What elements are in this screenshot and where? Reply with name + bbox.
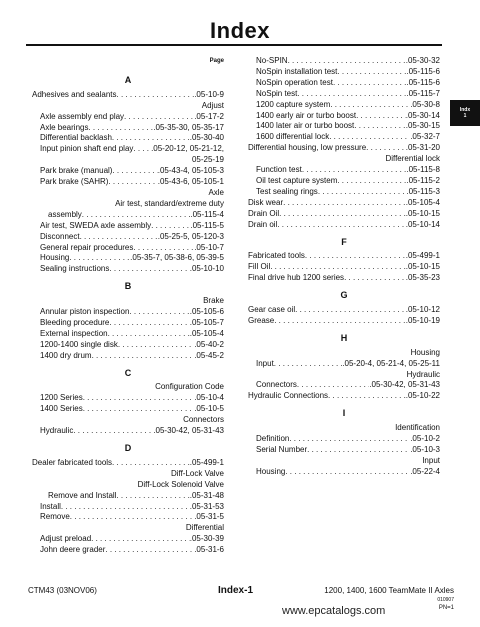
watermark-link[interactable]: www.epcatalogs.com — [282, 605, 386, 617]
index-entry[interactable] — [32, 404, 224, 415]
dot-leader — [354, 121, 405, 132]
index-entry[interactable] — [248, 165, 440, 176]
index-entry[interactable] — [248, 100, 440, 111]
entry-text: Install — [40, 501, 61, 511]
entry-page-ref: .05-31-20 — [405, 143, 440, 153]
entry-page-ref: .05-105-4 — [405, 197, 440, 207]
entry-text: Remove — [40, 512, 70, 522]
entry-page-ref: .05-115-8 — [406, 165, 440, 175]
dot-leader — [112, 458, 190, 469]
dot-leader — [83, 404, 195, 415]
entry-text: Sealing instructions — [40, 264, 110, 274]
entry-text: Drain Oil — [248, 208, 280, 218]
entry-text: Oil test capture system — [256, 175, 338, 185]
entry-text: Disk wear — [248, 197, 284, 207]
index-entry[interactable] — [248, 370, 440, 381]
dot-leader — [366, 143, 406, 154]
dot-leader — [118, 340, 194, 351]
dot-leader — [69, 253, 130, 264]
entry-text: Hydraulic — [40, 426, 74, 436]
dot-leader — [133, 144, 151, 155]
dot-leader — [295, 305, 406, 316]
index-entry[interactable] — [32, 512, 224, 523]
dot-leader — [112, 133, 190, 144]
entry-text: Housing — [410, 347, 440, 357]
section-letter: C — [124, 367, 132, 378]
entry-page-ref: .05-25-5, 05-120-3 — [157, 231, 224, 241]
index-entry[interactable] — [32, 166, 224, 177]
entry-text: NoSpin operation test — [256, 77, 333, 87]
right-entries — [248, 56, 440, 478]
index-entry[interactable] — [248, 132, 440, 143]
index-entry[interactable] — [248, 380, 440, 391]
entry-text: Disconnect — [40, 231, 80, 241]
entry-text: No-SPIN — [256, 56, 288, 65]
entry-text: Air test, standard/extreme duty — [115, 198, 224, 208]
index-entry[interactable] — [248, 187, 440, 198]
entry-text: Fill Oil — [248, 262, 271, 272]
dot-leader — [297, 89, 406, 100]
entry-text: NoSpin installation test — [256, 66, 338, 76]
index-entry[interactable] — [32, 123, 224, 134]
index-entry[interactable] — [32, 545, 224, 556]
entry-text: NoSpin test — [256, 88, 298, 98]
entry-text: Function test — [256, 165, 302, 175]
entry-page-ref: .05-499-1 — [405, 251, 440, 261]
entry-page-ref: .05-30-32 — [405, 56, 440, 65]
index-entry[interactable] — [248, 121, 440, 132]
entry-text: Housing — [256, 466, 286, 476]
entry-text: Brake — [203, 296, 224, 306]
tab-label: Indx — [459, 107, 471, 113]
index-entry[interactable] — [32, 307, 224, 318]
footer-doc-id: CTM43 (03NOV06) — [28, 586, 97, 595]
index-entry[interactable] — [32, 155, 224, 166]
dot-leader — [305, 251, 406, 262]
dot-leader — [337, 67, 406, 78]
entry-text: Park brake (manual) — [40, 166, 113, 176]
entry-text: Differential housing, low pressure — [248, 143, 367, 153]
entry-page-ref: .05-35-23 — [405, 273, 440, 283]
dot-leader — [105, 545, 194, 556]
dot-leader — [108, 329, 190, 340]
index-entry[interactable] — [32, 393, 224, 404]
dot-leader — [73, 426, 153, 437]
dot-leader — [117, 90, 195, 101]
entry-page-ref: .05-43-4, 05-105-3 — [157, 166, 224, 176]
entry-text: Diff-Lock Valve — [170, 468, 224, 478]
footer-pn: PN=1 — [438, 605, 454, 611]
entry-text: 1600 differential lock — [256, 132, 330, 142]
entry-page-ref: .05-115-5 — [190, 220, 224, 230]
entry-text: Serial Number — [256, 445, 308, 454]
entry-text: Axle bearings — [40, 122, 89, 132]
section-letter: G — [340, 290, 348, 301]
entry-text: Adhesives and sealants — [32, 89, 117, 99]
page-column-header: Page — [209, 58, 224, 64]
entry-page-ref: .05-499-1 — [189, 457, 224, 467]
index-entry[interactable] — [32, 480, 224, 491]
entry-text: Housing — [40, 253, 70, 263]
entry-page-ref: .05-10-15 — [405, 262, 440, 272]
entry-text: 1200 Series — [40, 393, 83, 403]
index-entry[interactable] — [32, 144, 224, 155]
left-entries — [32, 75, 224, 556]
index-entry[interactable] — [32, 534, 224, 545]
index-entry[interactable] — [32, 112, 224, 123]
entry-text: 1400 later air or turbo boost — [256, 121, 355, 131]
dot-leader — [344, 273, 406, 284]
entry-page-ref: .05-40-2 — [194, 339, 224, 349]
dot-leader — [285, 467, 410, 478]
dot-leader — [277, 220, 405, 231]
entry-text: Differential lock — [385, 154, 440, 164]
dot-leader — [274, 359, 343, 370]
index-entry[interactable] — [32, 296, 224, 307]
entry-text: Differential — [185, 523, 224, 533]
dot-leader — [129, 307, 189, 318]
index-entry[interactable] — [248, 305, 440, 316]
index-entry[interactable] — [32, 177, 224, 188]
entry-page-ref: .05-30-15 — [405, 121, 440, 131]
entry-text: John deere grader — [40, 545, 106, 555]
entry-page-ref: .05-105-4 — [189, 328, 224, 338]
section-letter: H — [340, 332, 348, 343]
footer-page-number: Index-1 — [218, 585, 254, 596]
dot-leader — [108, 177, 157, 188]
entry-text: Differential backlash — [40, 133, 112, 143]
entry-text: Diff-Lock Solenoid Valve — [137, 479, 224, 489]
dot-leader — [288, 56, 406, 67]
entry-text: Adjust preload — [40, 534, 92, 544]
dot-leader — [279, 209, 406, 220]
index-entry[interactable] — [32, 90, 224, 101]
entry-text: Hydraulic Connections — [248, 391, 329, 401]
section-tab[interactable] — [450, 100, 480, 126]
index-entry[interactable] — [32, 221, 224, 232]
entry-text: Test sealing rings — [256, 186, 318, 196]
entry-page-ref: .05-31-6 — [194, 545, 224, 555]
entry-page-ref: .05-115-4 — [190, 209, 224, 219]
dot-leader — [109, 318, 189, 329]
index-entry[interactable] — [248, 262, 440, 273]
dot-leader — [274, 316, 406, 327]
index-entry[interactable] — [248, 251, 440, 262]
entry-text: Definition — [256, 434, 290, 444]
dot-leader — [124, 112, 194, 123]
entry-page-ref: .05-30-8 — [410, 99, 440, 109]
entry-text: Drain oil — [248, 219, 278, 229]
entry-page-ref: .05-10-22 — [405, 391, 440, 401]
index-entry[interactable] — [32, 232, 224, 243]
entry-page-ref: .05-20-12, 05-21-12, — [151, 144, 224, 154]
entry-page-ref: .05-31-5 — [194, 512, 224, 522]
index-entry[interactable] — [32, 458, 224, 469]
entry-text: Connectors — [256, 380, 297, 390]
entry-page-ref: .05-35-7, 05-38-6, 05-39-5 — [130, 253, 224, 263]
entry-text: General repair procedures — [40, 242, 134, 252]
footer-code: 010907 — [437, 597, 454, 603]
section-letter: I — [342, 408, 346, 419]
index-entry[interactable] — [248, 391, 440, 402]
index-entry[interactable] — [32, 188, 224, 199]
entry-page-ref: .05-30-39 — [189, 534, 224, 544]
entry-text: Dealer fabricated tools — [32, 457, 113, 467]
dot-leader — [109, 264, 189, 275]
entry-page-ref: .05-115-7 — [406, 88, 440, 98]
entry-page-ref: .05-10-3 — [410, 445, 440, 454]
entry-page-ref: .05-43-6, 05-105-1 — [157, 177, 224, 187]
index-entry[interactable] — [248, 209, 440, 220]
dot-leader — [70, 512, 194, 523]
index-entry[interactable] — [248, 143, 440, 154]
index-entry[interactable] — [248, 456, 440, 467]
index-entry[interactable] — [32, 199, 224, 210]
index-entry[interactable] — [248, 78, 440, 89]
entry-text: Grease — [248, 315, 275, 325]
entry-text: assembly — [48, 209, 82, 219]
entry-text: 1200-1400 single disk — [40, 339, 118, 349]
entry-page-ref: .05-10-9 — [194, 89, 224, 99]
index-entry[interactable] — [32, 351, 224, 362]
entry-page-ref: .05-45-2 — [194, 350, 224, 360]
dot-leader — [307, 445, 410, 456]
entry-page-ref: .05-115-6 — [406, 77, 440, 87]
index-entry[interactable] — [32, 243, 224, 254]
section-letter: F — [341, 236, 347, 247]
entry-page-ref: .05-115-6 — [406, 66, 440, 76]
entry-text: Input pinion shaft end play — [40, 144, 134, 154]
index-entry[interactable] — [248, 111, 440, 122]
index-entry[interactable] — [32, 415, 224, 426]
entry-text: Final drive hub 1200 series — [248, 273, 345, 283]
dot-leader — [112, 166, 157, 177]
entry-text: Gear case oil — [248, 305, 296, 315]
index-entry[interactable] — [32, 502, 224, 513]
dot-leader — [302, 165, 407, 176]
entry-page-ref: .05-31-53 — [189, 501, 224, 511]
entry-page-ref: .05-20-4, 05-21-4, 05-25-11 — [342, 358, 440, 368]
dot-leader — [116, 491, 189, 502]
entry-text: External inspection — [40, 328, 108, 338]
entry-page-ref: .05-10-7 — [194, 242, 224, 252]
entry-page-ref: .05-10-12 — [405, 305, 440, 315]
entry-text: Remove and Install — [48, 490, 117, 500]
index-entry[interactable] — [248, 154, 440, 165]
entry-text: 1400 dry drum — [40, 350, 92, 360]
entry-page-ref: .05-31-48 — [189, 490, 224, 500]
dot-leader — [356, 111, 406, 122]
entry-page-ref: .05-10-15 — [405, 208, 440, 218]
dot-leader — [133, 243, 194, 254]
dot-leader — [83, 393, 195, 404]
index-entry[interactable] — [248, 56, 440, 67]
entry-page-ref: .05-30-14 — [405, 110, 440, 120]
index-entry[interactable] — [32, 340, 224, 351]
index-entry[interactable] — [248, 89, 440, 100]
dot-leader — [151, 221, 190, 232]
dot-leader — [329, 132, 410, 143]
entry-page-ref: .05-30-40 — [189, 133, 224, 143]
index-entry[interactable] — [248, 176, 440, 187]
index-entry[interactable] — [248, 348, 440, 359]
section-letter: D — [124, 443, 132, 453]
dot-leader — [88, 123, 153, 134]
tab-number: 1 — [463, 113, 467, 119]
left-column — [32, 56, 224, 556]
dot-leader — [82, 210, 191, 221]
dot-leader — [337, 176, 406, 187]
entry-page-ref: .05-35-30, 05-35-17 — [153, 122, 224, 132]
dot-leader — [297, 380, 369, 391]
page-title: Index — [210, 18, 270, 43]
entry-text: Park brake (SAHR) — [40, 177, 109, 187]
entry-text: 1200 capture system — [256, 99, 331, 109]
index-entry[interactable] — [32, 101, 224, 112]
entry-text: 1400 Series — [40, 404, 83, 414]
dot-leader — [333, 78, 406, 89]
index-entry[interactable] — [32, 426, 224, 437]
entry-page-ref: .05-30-42, 05-31-43 — [369, 380, 440, 390]
index-entry[interactable] — [248, 220, 440, 231]
entry-page-ref: .05-30-42, 05-31-43 — [153, 426, 224, 436]
entry-text: Adjust — [201, 100, 224, 110]
entry-page-ref: .05-10-5 — [194, 404, 224, 414]
dot-leader — [318, 187, 407, 198]
section-letter: A — [124, 74, 132, 85]
right-column — [248, 56, 440, 478]
dot-leader — [91, 534, 190, 545]
dot-leader — [283, 198, 406, 209]
entry-page-ref: .05-22-4 — [410, 466, 440, 476]
entry-text: Bleeding procedure — [40, 317, 110, 327]
index-entry[interactable] — [248, 445, 440, 456]
entry-text: Axle assembly end play — [40, 111, 125, 121]
entry-text: 1400 early air or turbo boost — [256, 110, 357, 120]
entry-page-ref: 05-25-19 — [191, 155, 224, 165]
entry-text: Axle — [208, 187, 224, 197]
dot-leader — [92, 351, 195, 362]
dot-leader — [61, 502, 190, 513]
entry-page-ref: .05-10-4 — [194, 393, 224, 403]
index-entry[interactable] — [32, 133, 224, 144]
title-rule — [26, 44, 442, 46]
entry-text: Connectors — [183, 415, 224, 425]
index-entry[interactable] — [32, 523, 224, 534]
entry-text: Identification — [395, 423, 440, 433]
index-entry[interactable] — [32, 491, 224, 502]
index-entry[interactable] — [248, 467, 440, 478]
entry-page-ref: .05-115-3 — [406, 186, 440, 196]
index-entry[interactable] — [248, 67, 440, 78]
entry-text: Air test, SWEDA axle assembly — [40, 220, 152, 230]
entry-page-ref: .05-10-10 — [189, 264, 224, 274]
entry-page-ref: .05-32-7 — [410, 132, 440, 142]
entry-text: Annular piston inspection — [40, 307, 130, 317]
dot-leader — [80, 232, 158, 243]
index-entry[interactable] — [248, 198, 440, 209]
entry-text: Hydraulic — [406, 369, 440, 379]
dot-leader — [328, 391, 406, 402]
dot-leader — [270, 262, 406, 273]
index-entry[interactable] — [32, 382, 224, 393]
entry-text: Input — [422, 455, 440, 465]
page-footer — [28, 586, 454, 616]
index-entry[interactable] — [248, 316, 440, 327]
entry-page-ref: .05-17-2 — [194, 111, 224, 121]
footer-product: 1200, 1400, 1600 TeamMate II Axles — [324, 586, 454, 595]
index-entry[interactable] — [32, 329, 224, 340]
entry-text: Configuration Code — [155, 382, 224, 392]
index-entry[interactable] — [32, 264, 224, 275]
entry-page-ref: .05-10-2 — [410, 434, 440, 444]
dot-leader — [330, 100, 410, 111]
index-entry[interactable] — [248, 434, 440, 445]
entry-text: Input — [256, 358, 274, 368]
index-entry[interactable] — [248, 273, 440, 284]
entry-page-ref: .05-10-19 — [405, 315, 440, 325]
section-letter: B — [124, 281, 132, 292]
entry-page-ref: .05-115-2 — [406, 175, 440, 185]
index-entry[interactable] — [32, 469, 224, 480]
entry-text: Fabricated tools — [248, 251, 305, 261]
entry-page-ref: .05-105-7 — [189, 317, 224, 327]
index-entry[interactable] — [32, 253, 224, 264]
entry-page-ref: .05-10-14 — [405, 219, 440, 229]
index-entry[interactable] — [248, 359, 440, 370]
entry-page-ref: .05-105-6 — [189, 307, 224, 317]
dot-leader — [289, 434, 410, 445]
index-entry[interactable] — [32, 210, 224, 221]
index-entry[interactable] — [248, 423, 440, 434]
index-entry[interactable] — [32, 318, 224, 329]
